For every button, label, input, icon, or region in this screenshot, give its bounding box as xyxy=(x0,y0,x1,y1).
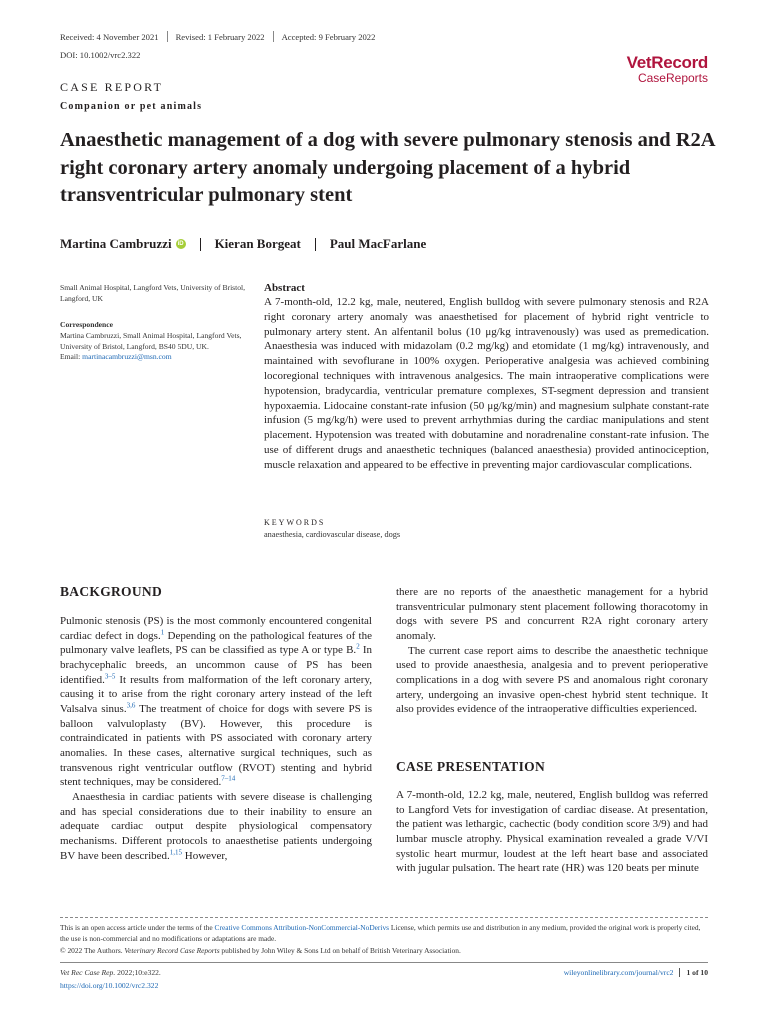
citation-link[interactable]: 1,15 xyxy=(169,847,183,856)
citation-link[interactable]: 3–5 xyxy=(104,671,116,680)
affiliation: Small Animal Hospital, Langford Vets, University of Bristol, Langford, UK xyxy=(60,283,246,303)
correspondence xyxy=(60,331,255,363)
email-link[interactable]: martinacambruzzi@msn.com xyxy=(82,352,172,361)
author-name[interactable]: Paul MacFarlane xyxy=(329,236,427,251)
divider xyxy=(167,31,168,42)
divider xyxy=(679,968,680,977)
paragraph: Anaesthesia in cardiac patients with severe disease is challenging and has special considerations due to their inability to ensure an adequate cardiac output despite physiological compensatory mechanisms. Different protocols to anaesthetise patients undergoing BV have been described.$^{1,15}$ However, xyxy=(60,790,372,862)
author-name[interactable]: Kieran Borgeat xyxy=(214,236,301,251)
article-subcategory: Companion or pet animals xyxy=(60,101,203,112)
divider xyxy=(60,917,708,918)
paragraph: A 7-month-old, 12.2 kg, male, neutered, English bulldog was referred to Langford Vets for investigation of cardiac disease. At presentation, the patient was lethargic, cachectic (body condition score 3/9) and had lumbar muscle atrophy. Physical examination revealed a grade V/VI systolic heart murmur, loudest at the left heart base and associated with jugular pulsation. The heart rate (HR) was 120 beats per minute xyxy=(396,789,708,875)
logo-line-1: VetRecord xyxy=(626,53,708,72)
divider xyxy=(200,238,201,251)
journal-url-link[interactable]: wileyonlinelibrary.com/journal/vrc2 xyxy=(563,968,674,977)
abstract-text: A 7-month-old, 12.2 kg, male, neutered, English bulldog with severe pulmonary stenosis and R2A right coronary artery anomaly was anaesthetised for placement of hybrid right ventricle to pulmonary artery stent. An alfentanil bolus (10 μg/kg intravenously) was used as premedication. Anaesthesia was induced with midazolam (0.2 mg/kg) and etomidate (1 mg/kg) intravenously, and maintained with sevoflurane in 100% oxygen. Perioperative analgesia was achieved combining locoregional techniques with intravenous analgesics. The main intraoperative complications were hypotension, bradycardia, ventricular premature complexes, ST-segment depression and transient hypoxaemia. Lidocaine constant-rate infusion (50 μg/kg/min) and magnesium sulphate constant-rate infusion (5 mg/kg/h) were used to prevent arrhythmias during the cardiac manipulations and stent placement. Hypotension was treated with dobutamine and noradrenaline constant-rate infusion. The use of different drugs and anaesthetic techniques (balanced anaesthesia) provided antinociception, muscle relaxation and appeared to be effective in preventing major cardiovascular complications. xyxy=(264,296,709,471)
footer-right xyxy=(564,968,708,977)
revised-date: Revised: 1 February 2022 xyxy=(175,31,265,42)
paragraph: there are no reports of the anaesthetic management for a hybrid transventricular pulmonary stent placement following thoracotomy in dogs with severe PS and concurrent R2A right coronary artery anomaly. xyxy=(396,586,708,642)
accepted-date: Accepted: 9 February 2022 xyxy=(281,31,376,42)
background-text xyxy=(60,614,372,863)
doi: DOI: 10.1002/vrc2.322 xyxy=(60,50,141,60)
citation-link[interactable]: 1 xyxy=(160,628,165,636)
divider xyxy=(315,238,316,251)
correspondence-heading: Correspondence xyxy=(60,320,114,329)
abstract-heading: Abstract xyxy=(264,282,305,294)
email-label: Email: xyxy=(60,352,83,361)
correspondence-address: Martina Cambruzzi, Small Animal Hospital, Langford Vets, University of Bristol, Langford, BS40 5DU, UK. xyxy=(60,331,242,351)
license-link[interactable]: Creative Commons Attribution-NonCommercial-NoDerivs xyxy=(214,923,390,932)
keywords-heading: KEYWORDS xyxy=(264,518,326,527)
right-column-text xyxy=(396,585,708,717)
section-heading-background: BACKGROUND xyxy=(60,584,163,599)
orcid-icon[interactable]: iD xyxy=(177,241,184,247)
license-note: This is an open access article under the terms of the Creative Commons Attribution-NonCommercial-NoDerivs License, which permits use and distribution in any medium, provided the original work is properly cited, the use is non-commercial and no modifications or adaptations are made. © 2022 The Authors. Veterinary Record Case Reports published by John Wiley & Sons Ltd on behalf of British Veterinary Association. xyxy=(60,923,701,955)
keywords: anaesthesia, cardiovascular disease, dogs xyxy=(264,530,401,539)
citation: Vet Rec Case Rep. 2022;10:e322. xyxy=(60,968,161,977)
citation-link[interactable]: 3,6 xyxy=(126,701,136,710)
author-list xyxy=(60,236,426,252)
paragraph: Pulmonic stenosis (PS) is the most commonly encountered congenital cardiac defect in dogs.$^1$ Depending on the pathological features of the pulmonary valve leaflets, PS can be classified as type A or type B.$^2$ In brachycephalic breeds, an uncommon cause of PS has been identified.$^{3-5}$ It results from malformation of the left coronary artery, causing it to arise from the right coronary artery instead of the left Valsalva sinus.$^{3,6}$ The treatment of choice for dogs with severe PS is balloon valvuloplasty (BV). However, this procedure is contraindicated in patients with PS associated with coronary artery anomalies. In these cases, alternative surgical techniques, such as transvenous right ventricular outflow (RVOT) stenting and hybrid stent techniques, may be considered.$^{7-14}$ xyxy=(60,615,372,789)
page-number: 1 of 10 xyxy=(686,968,708,977)
author-name[interactable]: Martina Cambruzzi xyxy=(60,236,172,251)
case-presentation-text xyxy=(396,788,708,876)
divider xyxy=(273,31,274,42)
article-title: Anaesthetic management of a dog with severe pulmonary stenosis and R2A right coronary artery anomaly undergoing placement of a hybrid transventricular pulmonary stent xyxy=(60,129,715,206)
received-date: Received: 4 November 2021 xyxy=(60,31,159,42)
citation-link[interactable]: 7–14 xyxy=(221,774,236,783)
divider xyxy=(60,962,708,963)
citation-link[interactable]: 2 xyxy=(356,642,360,651)
doi-link[interactable]: https://doi.org/10.1002/vrc2.322 xyxy=(60,981,159,990)
article-type: CASE REPORT xyxy=(60,80,164,94)
logo-line-2: CaseReports xyxy=(637,71,708,85)
section-heading-case-presentation: CASE PRESENTATION xyxy=(396,759,546,774)
article-dates xyxy=(60,31,375,42)
paragraph: The current case report aims to describe the anaesthetic technique used to provide anaesthesia, analgesia and to prevent perioperative complications in a dog with severe PS and anomalous right coronary artery, undergoing an invasive open-chest hybrid stent technique. It also provides evidence of the intraoperative difficulties experienced. xyxy=(396,644,708,716)
journal-logo xyxy=(627,55,708,85)
